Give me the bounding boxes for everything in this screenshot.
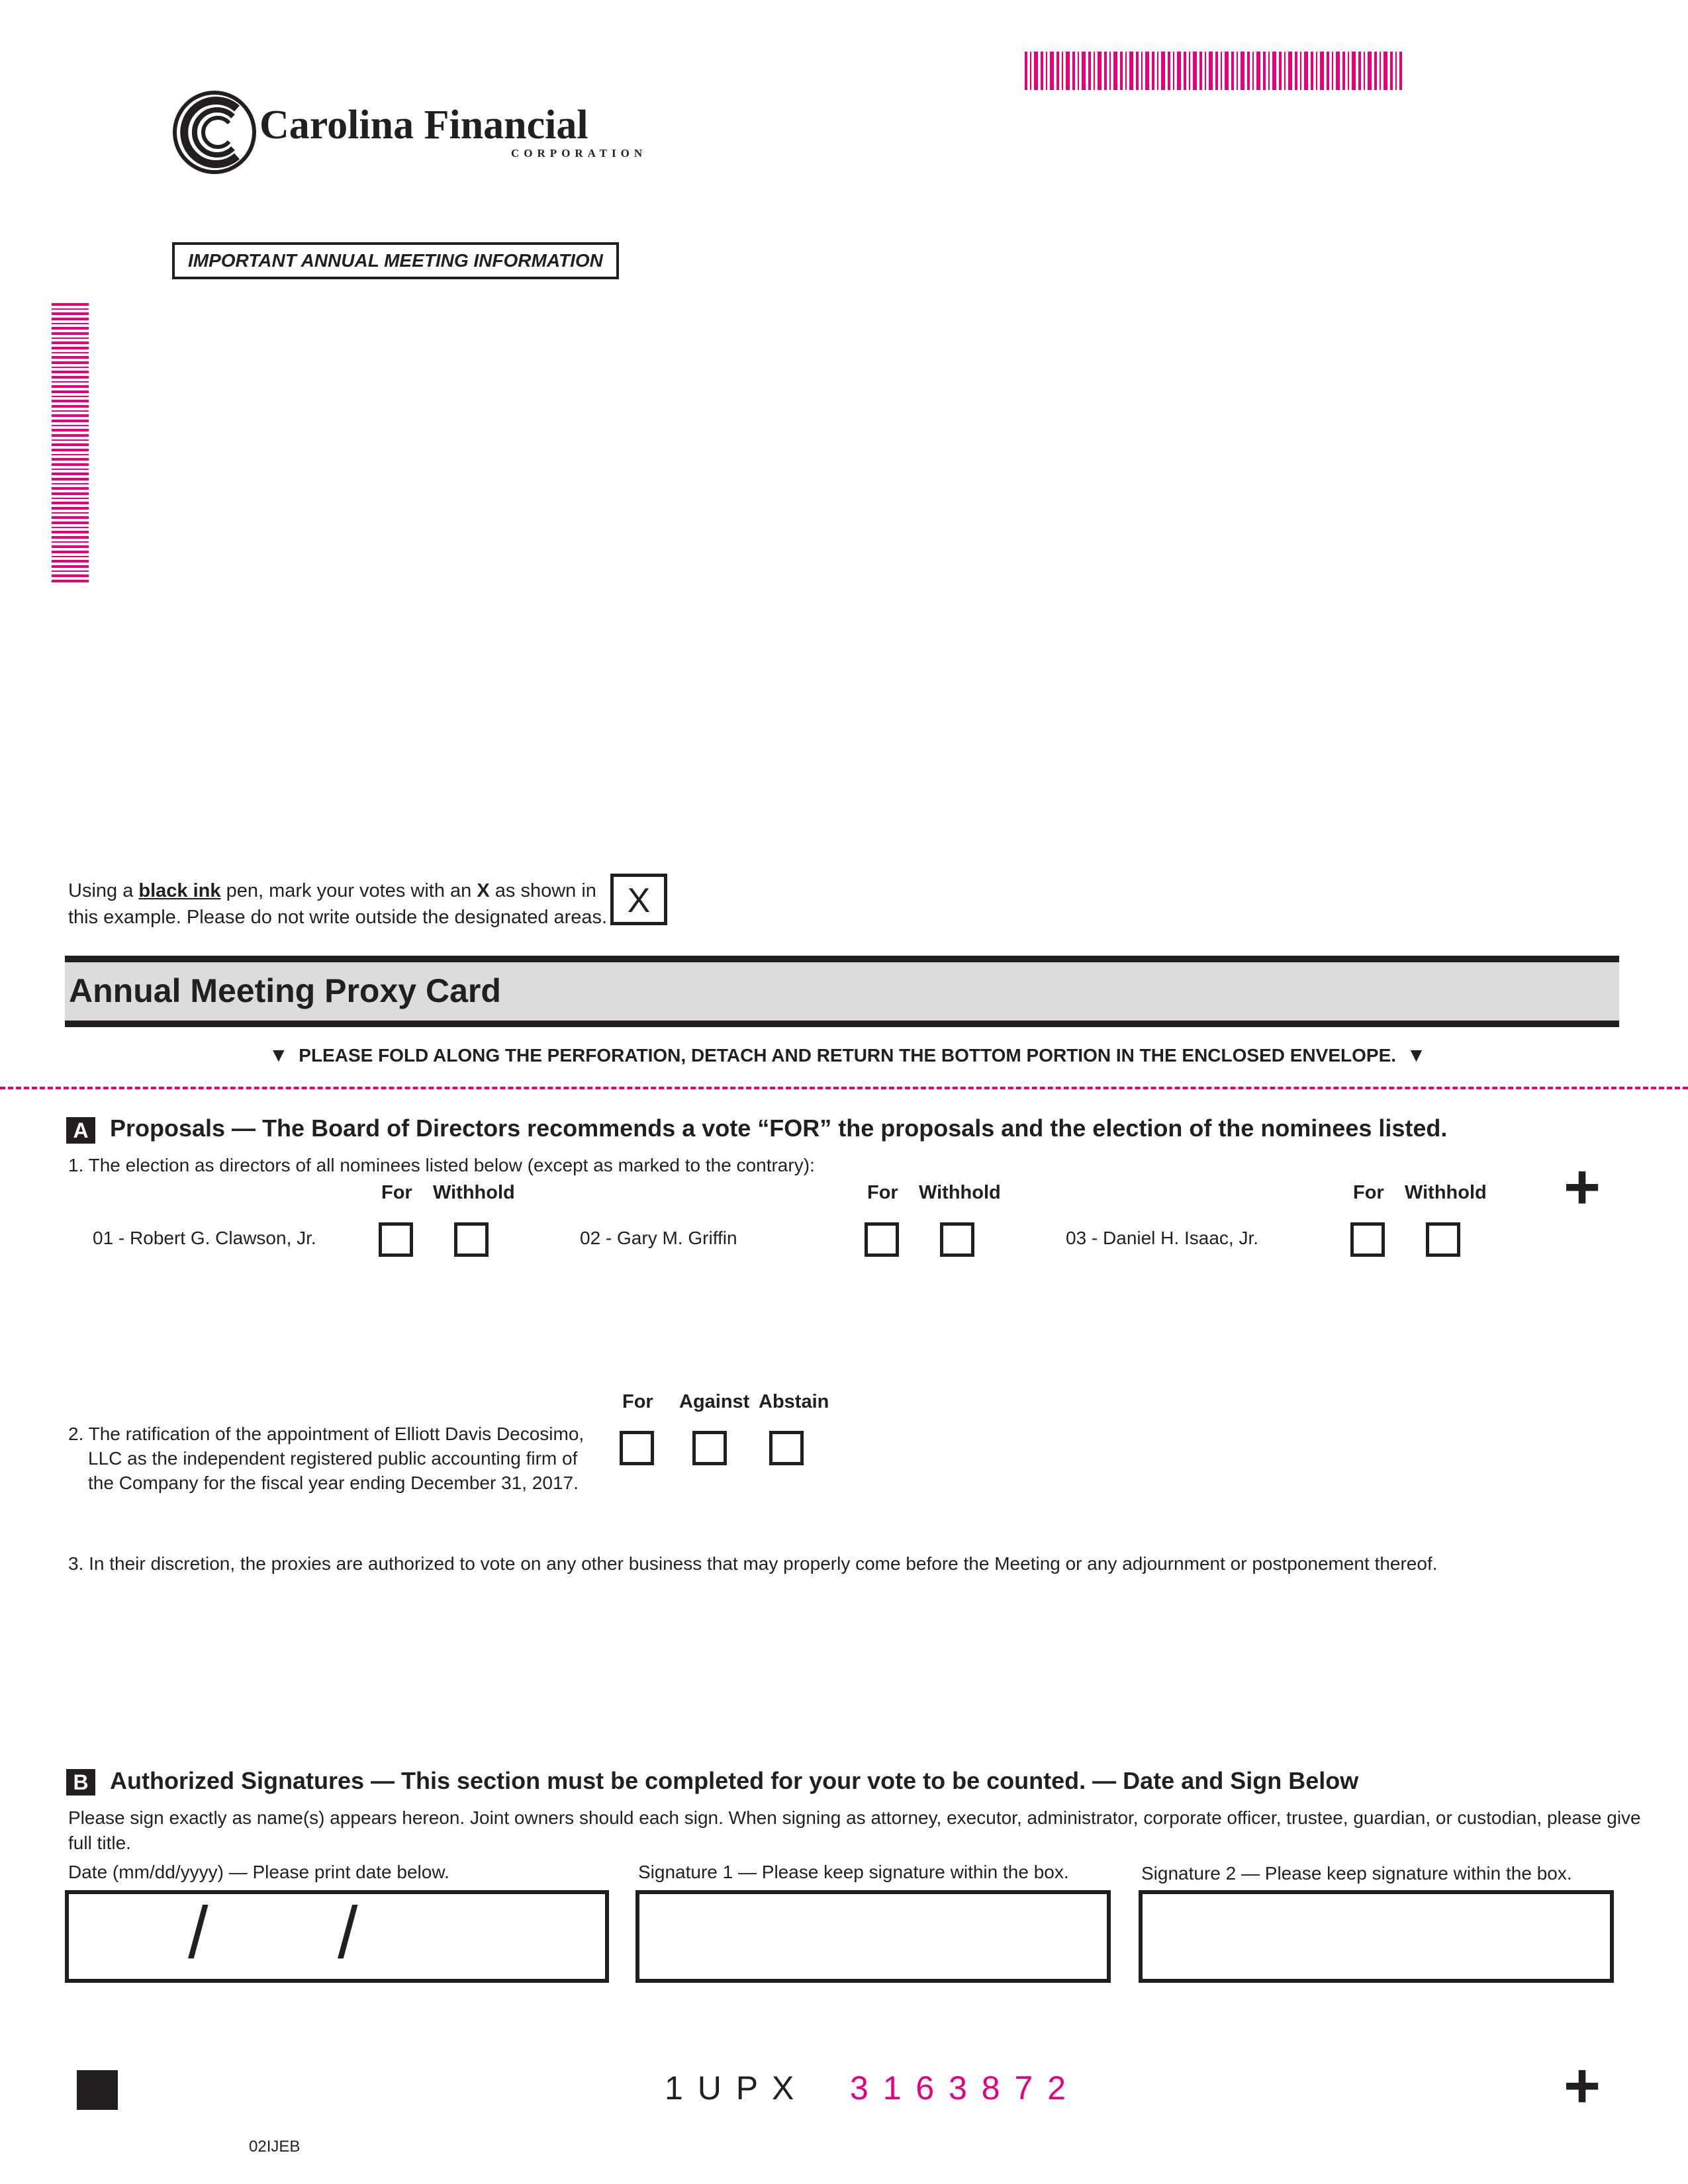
company-logo — [171, 89, 647, 175]
company-name: Carolina Financial — [259, 103, 588, 148]
proposal2-abstain-checkbox[interactable] — [769, 1431, 804, 1465]
nominee-2-for-checkbox[interactable] — [865, 1222, 899, 1257]
section-b-title: Authorized Signatures — This section must be completed for your vote to be counted. — Date and Sign Below — [110, 1767, 1359, 1794]
example-mark-box: X — [610, 874, 667, 925]
footer-number: 3 1 6 3 8 7 2 — [850, 2070, 1069, 2107]
p1-col-withhold-3: Withhold — [1405, 1182, 1487, 1203]
p1-col-for-1: For — [381, 1182, 412, 1203]
logo-swirl-icon — [171, 89, 258, 176]
signature-2-field[interactable] — [1139, 1890, 1614, 1983]
nominee-2: 02 - Gary M. Griffin — [580, 1228, 737, 1248]
proposal2-text: 2. The ratification of the appointment of Elliott Davis Decosimo, LLC as the independent registered public accounting firm of the Company for the fiscal year ending December 31, 2017. — [68, 1424, 585, 1493]
nominee-1-for-checkbox[interactable] — [379, 1222, 413, 1257]
p2-col-for: For — [622, 1391, 653, 1412]
p1-col-for-3: For — [1353, 1182, 1384, 1203]
footer-plus-icon: + — [1564, 2050, 1601, 2121]
proposal3-text: 3. In their discretion, the proxies are authorized to vote on any other business that may properly come before the Meeting or any adjournment or postponement thereof. — [68, 1553, 1438, 1574]
section-b-letter: B — [66, 1769, 95, 1796]
p1-col-withhold-2: Withhold — [919, 1182, 1001, 1203]
registration-square — [77, 2070, 118, 2110]
nominee-3-withhold-checkbox[interactable] — [1426, 1222, 1460, 1257]
footer-code: 1 U P X — [665, 2070, 797, 2107]
signature-instructions: Please sign exactly as name(s) appears hereon. Joint owners should each sign. When signing as attorney, executor, administrator, corporate officer, trustee, guardian, or custodian, please give full title. — [68, 1807, 1641, 1853]
marking-instructions — [68, 878, 611, 931]
section-a-title: Proposals — The Board of Directors recommends a vote “FOR” the proposals and the election of the nominees listed. — [110, 1115, 1448, 1142]
instructions-line1: Using a black ink pen, mark your votes with an X as shown in — [68, 880, 596, 901]
registration-plus-icon: + — [1564, 1152, 1601, 1222]
p2-col-against: Against — [679, 1391, 750, 1412]
company-sub: CORPORATION — [511, 147, 647, 159]
nominee-1: 01 - Robert G. Clawson, Jr. — [93, 1228, 316, 1248]
p1-col-for-2: For — [867, 1182, 898, 1203]
fold-instruction: ▼ PLEASE FOLD ALONG THE PERFORATION, DETACH AND RETURN THE BOTTOM PORTION IN THE ENCLOSED ENVELOPE. ▼ — [269, 1044, 1427, 1066]
barcode-top — [1025, 52, 1402, 90]
nominee-1-withhold-checkbox[interactable] — [454, 1222, 489, 1257]
form-code: 02IJEB — [249, 2138, 301, 2156]
proposal2-for-checkbox[interactable] — [620, 1431, 654, 1465]
page-title: Annual Meeting Proxy Card — [69, 972, 501, 1009]
proposal1-text: 1. The election as directors of all nominees listed below (except as marked to the contrary): — [68, 1155, 815, 1175]
proposal2-against-checkbox[interactable] — [692, 1431, 727, 1465]
date-field[interactable] — [65, 1890, 609, 1983]
perforation-line — [0, 1087, 1688, 1089]
p2-col-abstain: Abstain — [759, 1391, 829, 1412]
meeting-notice: IMPORTANT ANNUAL MEETING INFORMATION — [172, 242, 619, 279]
date-separator-1: / — [188, 1892, 209, 1974]
signature-1-label: Signature 1 — Please keep signature within the box. — [638, 1862, 1069, 1882]
arrow-down-icon: ▼ — [1406, 1044, 1427, 1066]
nominee-2-withhold-checkbox[interactable] — [940, 1222, 974, 1257]
barcode-left — [52, 303, 89, 584]
title-band — [65, 956, 1619, 1027]
section-a-letter: A — [66, 1117, 95, 1144]
signature-1-field[interactable] — [635, 1890, 1111, 1983]
date-separator-2: / — [338, 1892, 358, 1974]
date-label: Date (mm/dd/yyyy) — Please print date below. — [68, 1862, 449, 1882]
nominee-3-for-checkbox[interactable] — [1350, 1222, 1385, 1257]
p1-col-withhold-1: Withhold — [433, 1182, 515, 1203]
arrow-down-icon: ▼ — [269, 1044, 289, 1066]
signature-2-label: Signature 2 — Please keep signature within the box. — [1141, 1863, 1572, 1884]
nominee-3: 03 - Daniel H. Isaac, Jr. — [1066, 1228, 1259, 1248]
instructions-line2: this example. Please do not write outside the designated areas. — [68, 907, 608, 928]
